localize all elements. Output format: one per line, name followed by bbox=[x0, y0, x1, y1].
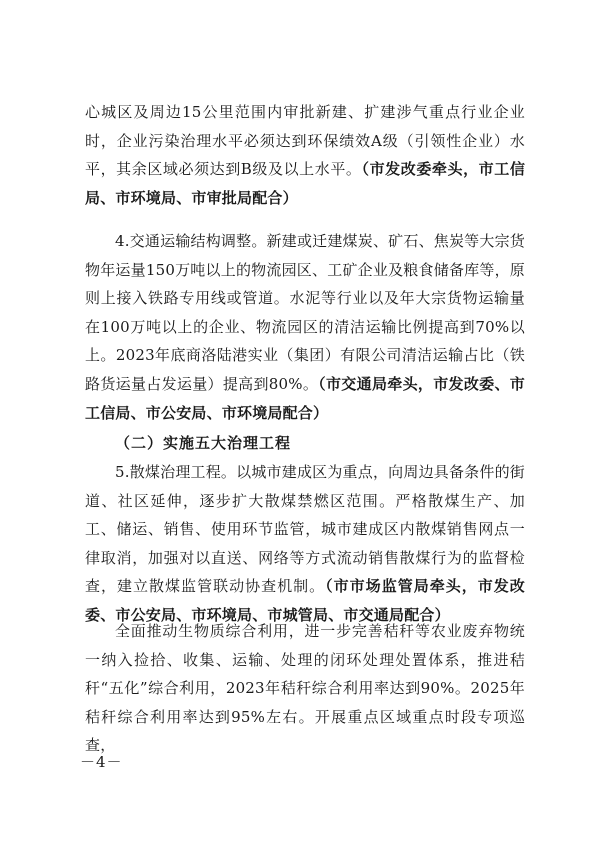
paragraph-transport-structure bbox=[85, 227, 525, 427]
responsible-departments: （市交通局牵头，市发改委、市工信局、市公安局、市环境局配合） bbox=[85, 374, 525, 422]
page-number: －4－ bbox=[80, 753, 123, 771]
paragraph-text: 心城区及周边15公里范围内审批新建、扩建涉气重点行业企业时，企业污染治理水平必须达到环保绩效A级（引领性企业）水平，其余区域必须达到B级及以上水平。 bbox=[85, 103, 525, 179]
responsible-departments: （市市场监管局牵头，市发改委、市公安局、市环境局、市城管局、市交通局配合） bbox=[85, 577, 525, 624]
paragraph-biomass-utilization bbox=[85, 617, 525, 760]
paragraph-coal-governance bbox=[85, 458, 525, 630]
paragraph-text: 全面推动生物质综合利用，进一步完善秸秆等农业废弃物统一纳入捡拾、收集、运输、处理的闭环处理处置体系，推进秸秆“五化”综合利用，2023年秸秆综合利用率达到90%。2025年秸秆综合利用率达到95%左右。开展重点区域重点时段专项巡查， bbox=[85, 622, 525, 755]
paragraph-text: 4.交通运输结构调整。新建或迁建煤炭、矿石、焦炭等大宗货物年运量150万吨以上的物流园区、工矿企业及粮食储备库等，原则上接入铁路专用线或管道。水泥等行业以及年大宗货物运输量在100万吨以上的企业、物流园区的清洁运输比例提高到70%以上。2023年底商洛陆港实业（集团）有限公司清洁运输占比（铁路货运量占发运量）提高到80%。 bbox=[85, 232, 525, 393]
paragraph-text: 5.散煤治理工程。以城市建成区为重点，向周边具备条件的街道、社区延伸，逐步扩大散煤禁燃区范围。严格散煤生产、加工、储运、销售、使用环节监管，城市建成区内散煤销售网点一律取消，加强对以直送、网络等方式流动销售散煤行为的监督检查，建立散煤监管联动协查机制。 bbox=[85, 463, 525, 596]
responsible-departments: （市发改委牵头，市工信局、市环境局、市审批局配合） bbox=[85, 160, 526, 207]
paragraph-continuation bbox=[85, 98, 525, 212]
section-heading: （二）实施五大治理工程 bbox=[115, 434, 292, 452]
